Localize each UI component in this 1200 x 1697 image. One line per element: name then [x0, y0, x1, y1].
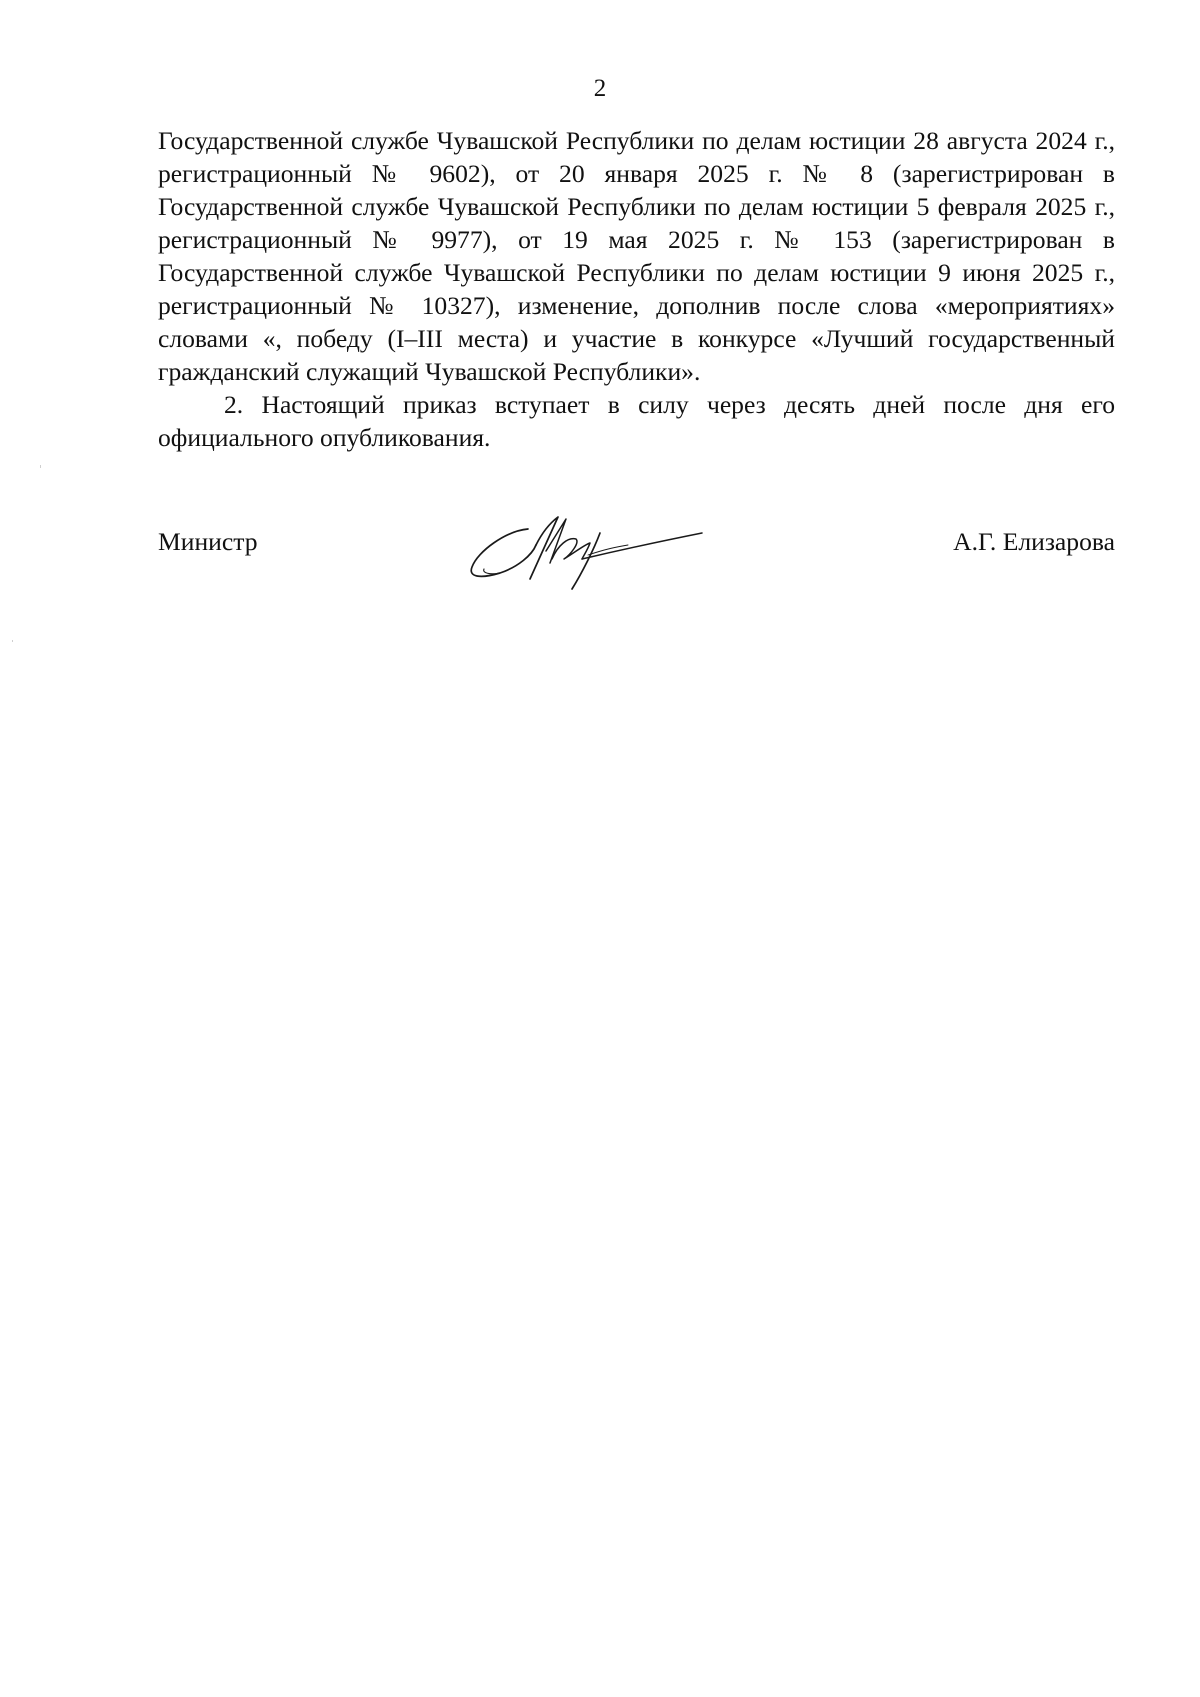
- document-body: [158, 124, 1115, 454]
- signer-position: Министр: [158, 527, 258, 556]
- page-number: 2: [593, 75, 607, 102]
- paragraph-amendment: Государственной службе Чувашской Республики по делам юстиции 28 августа 2024 г., регистрационный № 9602), от 20 января 2025 г. № 8 (зарегистрирован в Государственной службе Чувашской Республики по делам юстиции 5 февраля 2025 г., регистрационный № 9977), от 19 мая 2025 г. № 153 (зарегистрирован в Государственной службе Чувашской Республики по делам юстиции 9 июня 2025 г., регистрационный № 10327), изменение, дополнив после слова «мероприятиях» словами «, победу (I–III места) и участие в конкурсе «Лучший государственный гражданский служащий Чувашской Республики».: [158, 126, 1115, 386]
- signature-block: [158, 525, 1115, 605]
- paragraph-effective-date: 2. Настоящий приказ вступает в силу через десять дней после дня его официального опубликования.: [158, 390, 1115, 452]
- scan-artifact: [12, 640, 13, 642]
- handwritten-signature: [466, 515, 706, 595]
- signer-name: А.Г. Елизарова: [953, 527, 1115, 556]
- scan-artifact: [40, 465, 41, 468]
